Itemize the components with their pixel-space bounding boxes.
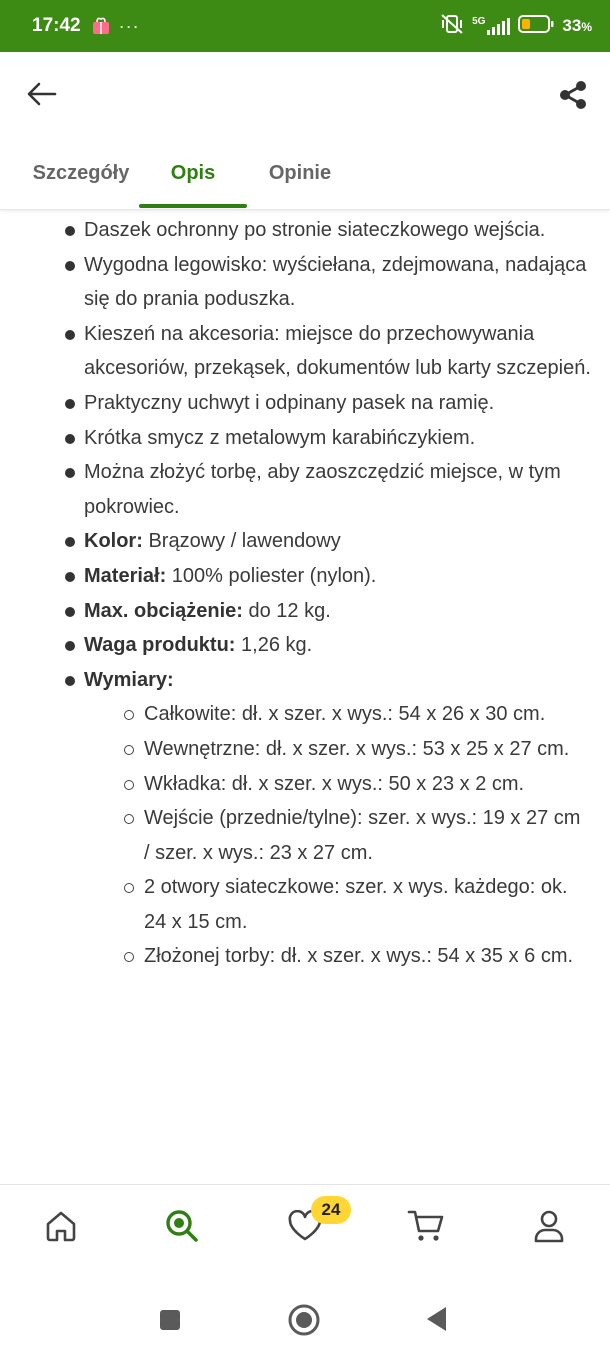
- share-button[interactable]: [556, 78, 590, 112]
- recent-apps-button[interactable]: [156, 1306, 184, 1334]
- status-bar: [0, 0, 610, 52]
- dimension-item: Złożonej torby: dł. x szer. x wys.: 54 x 35 x 6 cm.: [84, 939, 592, 974]
- battery-percent: [562, 16, 592, 36]
- bottom-nav: [0, 1184, 610, 1266]
- tab-szczegoly[interactable]: Szczegóły: [32, 161, 130, 184]
- spec-item-material: [0, 559, 610, 594]
- triangle-back-icon: [424, 1305, 448, 1333]
- nav-account[interactable]: [526, 1203, 572, 1249]
- app-header: [0, 52, 610, 138]
- system-nav-bar: [0, 1266, 610, 1356]
- spec-label: Kolor:: [84, 530, 143, 553]
- spec-label: Materiał:: [84, 564, 167, 587]
- list-item: Krótka smycz z metalowym karabińczykiem.: [0, 421, 610, 456]
- arrow-left-icon: [27, 82, 57, 106]
- spec-item-weight: [0, 628, 610, 663]
- square-icon: [158, 1308, 182, 1332]
- nav-cart[interactable]: [403, 1203, 449, 1249]
- nav-home[interactable]: [38, 1203, 84, 1249]
- vibrate-mute-icon: [440, 13, 464, 40]
- spec-label: Max. obciążenie:: [84, 599, 243, 622]
- spec-label: Wymiary:: [84, 668, 174, 691]
- list-item: Można złożyć torbę, aby zaoszczędzić miejsce, w tym pokrowiec.: [0, 455, 610, 524]
- share-icon: [558, 80, 588, 110]
- nav-search[interactable]: [159, 1203, 205, 1249]
- battery-percent-value: 33: [562, 16, 582, 35]
- spec-value: do 12 kg.: [242, 599, 331, 622]
- dimensions-list: [84, 697, 592, 974]
- description-content[interactable]: [0, 212, 610, 1180]
- list-item: Daszek ochronny po stronie siateczkowego wejścia.: [0, 213, 610, 248]
- tab-opinie[interactable]: Opinie: [268, 161, 332, 184]
- circle-home-icon: [287, 1303, 321, 1337]
- spec-value: 1,26 kg.: [235, 634, 313, 657]
- battery-percent-unit: %: [581, 20, 592, 34]
- dimension-item: Wejście (przednie/tylne): szer. x wys.: 19 x 27 cm / szer. x wys.: 23 x 27 cm.: [84, 801, 592, 870]
- cart-icon: [407, 1209, 445, 1243]
- spec-item-dimensions: [0, 663, 610, 974]
- signal-icon: [472, 17, 510, 35]
- spec-value: 100% poliester (nylon).: [166, 564, 377, 587]
- home-icon: [44, 1209, 78, 1243]
- description-list: [0, 212, 610, 974]
- list-item: Kieszeń na akcesoria: miejsce do przechowywania akcesoriów, przekąsek, dokumentów lub karty szczepień.: [0, 317, 610, 386]
- dimension-item: Całkowite: dł. x szer. x wys.: 54 x 26 x 30 cm.: [84, 697, 592, 732]
- tab-opis[interactable]: Opis: [170, 161, 216, 184]
- gift-bag-icon: [91, 16, 111, 36]
- dimension-item: Wewnętrzne: dł. x szer. x wys.: 53 x 25 x 27 cm.: [84, 732, 592, 767]
- list-item: Praktyczny uchwyt i odpinany pasek na ramię.: [0, 386, 610, 421]
- account-icon: [533, 1209, 565, 1243]
- dimension-item: 2 otwory siateczkowe: szer. x wys. każdego: ok. 24 x 15 cm.: [84, 870, 592, 939]
- product-tabs: [0, 138, 610, 210]
- spec-label: Waga produktu:: [84, 634, 236, 657]
- list-item: Wygodna legowisko: wyściełana, zdejmowana, nadająca się do prania poduszka.: [0, 248, 610, 317]
- back-button[interactable]: [24, 78, 60, 110]
- status-more-dots: ···: [118, 15, 140, 36]
- status-time: 17:42: [32, 15, 81, 36]
- spec-item-color: [0, 524, 610, 559]
- active-tab-indicator: [139, 204, 247, 208]
- spec-value: Brązowy / lawendowy: [142, 530, 341, 553]
- dimension-item: Wkładka: dł. x szer. x wys.: 50 x 23 x 2 cm.: [84, 767, 592, 802]
- battery-icon: [518, 15, 554, 38]
- system-home-button[interactable]: [286, 1302, 322, 1338]
- network-label: 5G: [472, 16, 486, 27]
- system-back-button[interactable]: [422, 1304, 450, 1334]
- search-icon: [164, 1208, 200, 1244]
- spec-item-max-load: [0, 594, 610, 629]
- favorites-count-badge: 24: [311, 1196, 351, 1224]
